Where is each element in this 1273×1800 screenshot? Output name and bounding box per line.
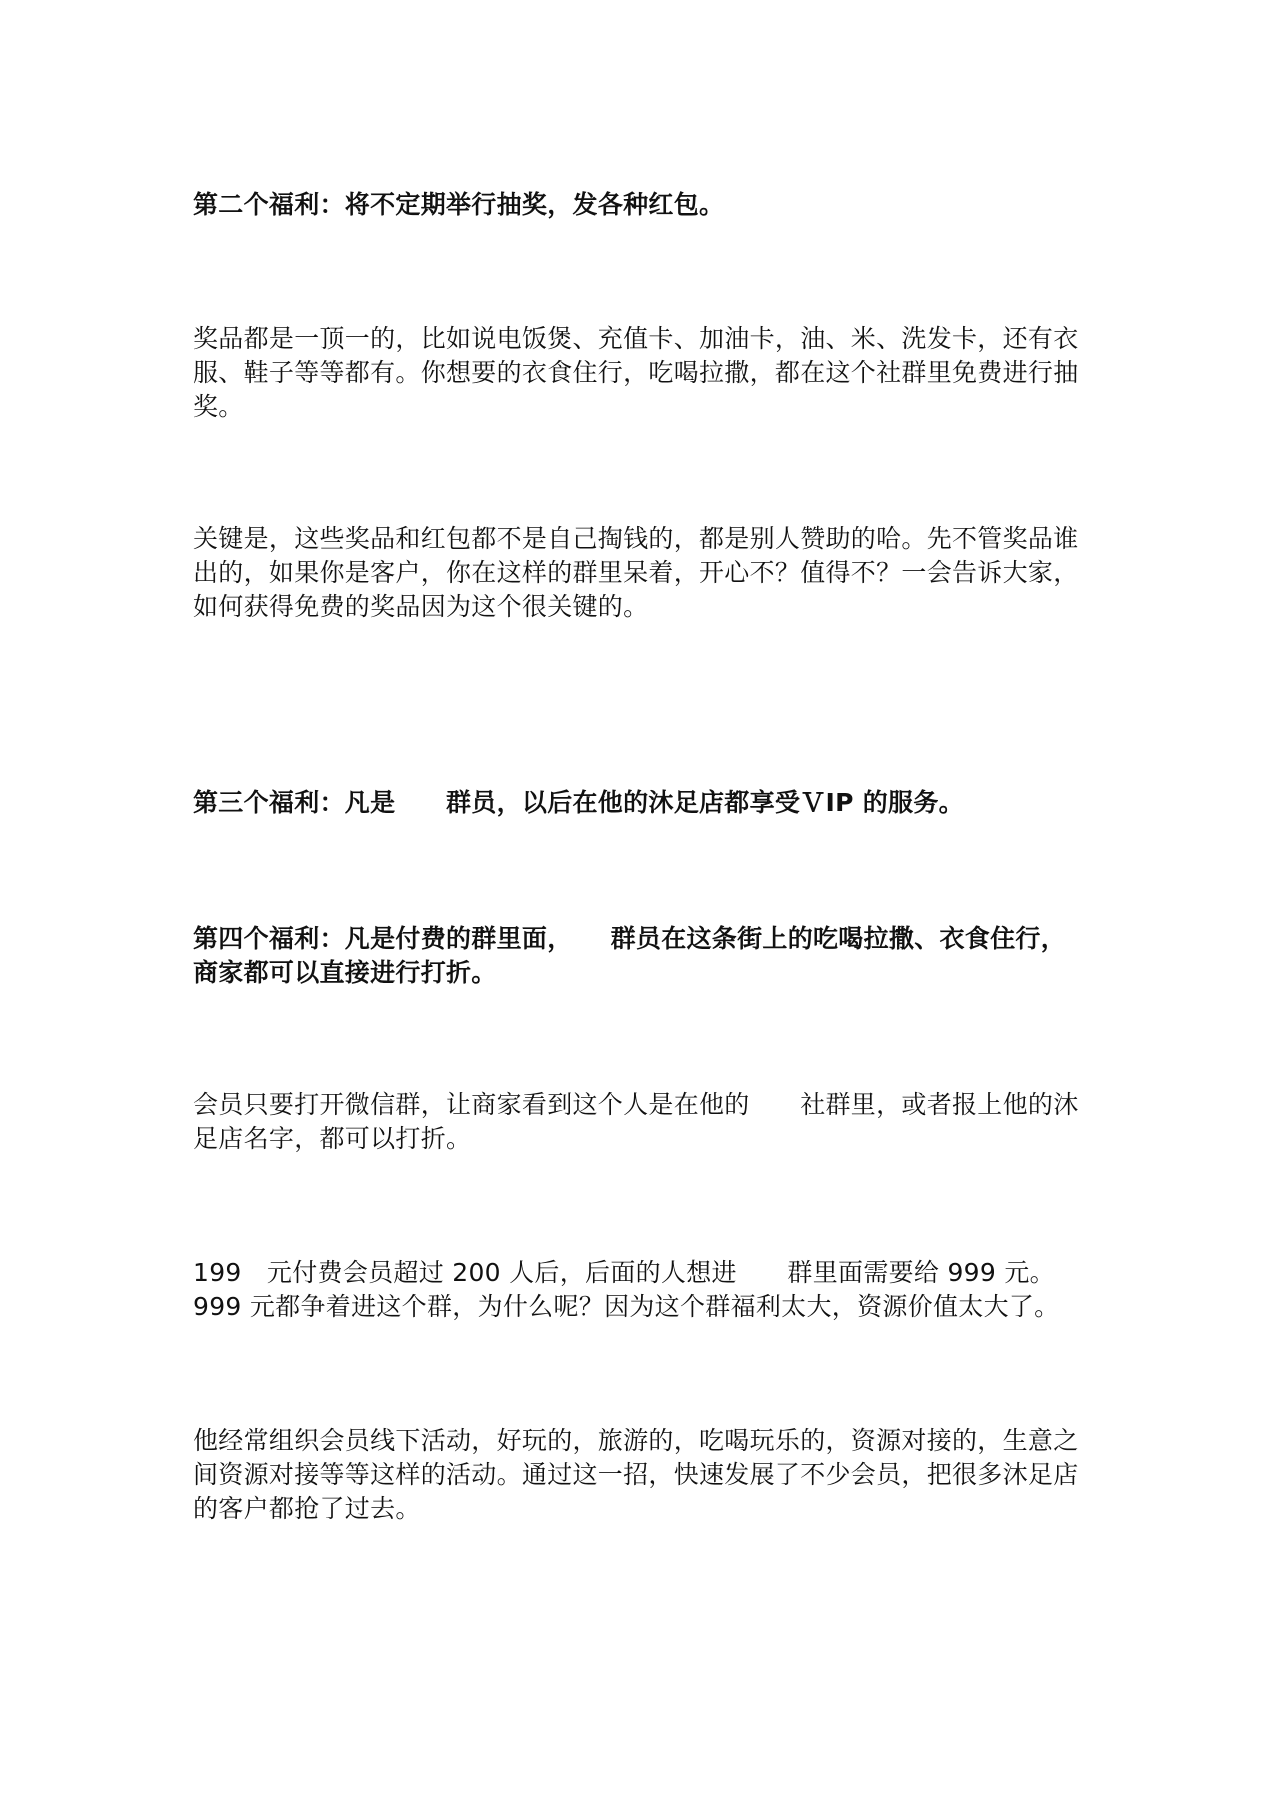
paragraph-text: 奖品都是一顶一的，比如说电饭煲、充值卡、加油卡，油、米、洗发卡，还有衣服、鞋子等等都有。你想要的衣食住行，吃喝拉撒，都在这个社群里免费进行抽奖。 — [193, 324, 1079, 421]
paragraph-prizes — [193, 322, 1088, 424]
paragraph-benefit-3 — [193, 786, 1088, 820]
paragraph-benefit-4 — [193, 922, 1088, 990]
paragraph-text: 他经常组织会员线下活动，好玩的，旅游的，吃喝玩乐的，资源对接的，生意之间资源对接等等这样的活动。通过这一招，快速发展了不少会员，把很多沐足店的客户都抢了过去。 — [193, 1426, 1079, 1523]
paragraph-text: 会员只要打开微信群，让商家看到这个人是在他的 社群里，或者报上他的沐足店名字，都可以打折。 — [193, 1090, 1079, 1153]
paragraph-text: 关键是，这些奖品和红包都不是自己掏钱的，都是别人赞助的哈。先不管奖品谁出的，如果你是客户，你在这样的群里呆着，开心不？值得不？一会告诉大家，如何获得免费的奖品因为这个很关键的。 — [193, 524, 1079, 621]
paragraph-text: 第四个福利：凡是付费的群里面， 群员在这条街上的吃喝拉撒、衣食住行，商家都可以直接进行打折。 — [193, 924, 1067, 987]
paragraph-benefit-2 — [193, 188, 1088, 222]
paragraph-activities — [193, 1424, 1088, 1526]
paragraph-text: 第三个福利：凡是 群员，以后在他的沐足店都享受ＶIP 的服务。 — [193, 788, 964, 817]
paragraph-pricing — [193, 1256, 1088, 1324]
paragraph-discount — [193, 1088, 1088, 1156]
paragraph-text: 第二个福利：将不定期举行抽奖，发各种红包。 — [193, 190, 725, 219]
paragraph-text: 199 元付费会员超过 200 人后，后面的人想进 群里面需要给 999 元。999 元都争着进这个群，为什么呢？因为这个群福利太大，资源价值太大了。 — [193, 1258, 1060, 1321]
paragraph-sponsors — [193, 522, 1088, 624]
